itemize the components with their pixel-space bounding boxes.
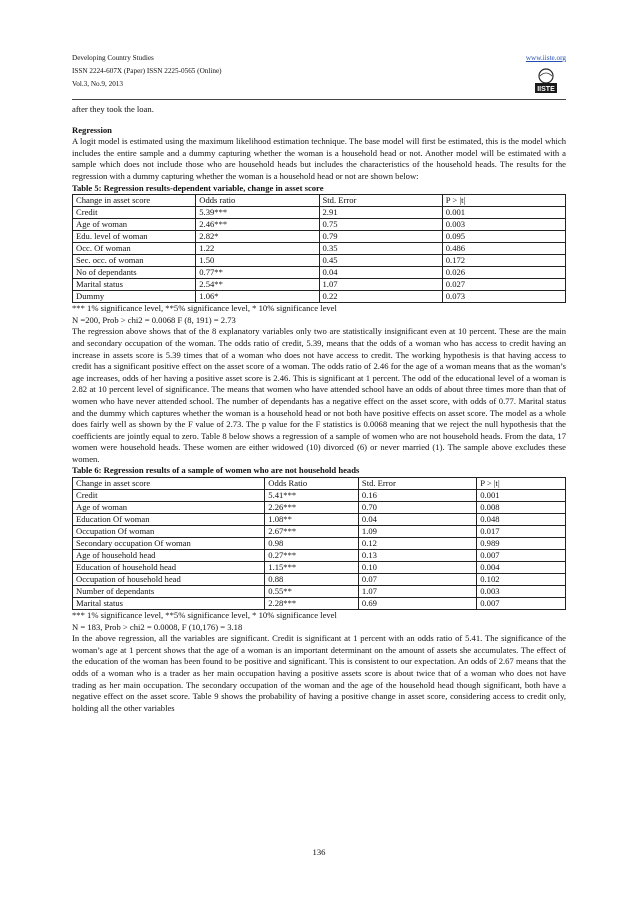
table-cell: 0.04 — [358, 514, 476, 526]
table-cell: 0.04 — [319, 267, 442, 279]
table-header-cell: Odds ratio — [196, 195, 319, 207]
table6-caption: Table 6: Regression results of a sample of women who are not household heads — [72, 465, 360, 476]
table-header-cell: Change in asset score — [73, 478, 265, 490]
table-row — [73, 502, 566, 514]
table-header-cell: P > |t| — [477, 478, 566, 490]
table-cell: 0.003 — [442, 219, 565, 231]
table-cell: 0.001 — [477, 490, 566, 502]
table-cell: 2.26*** — [265, 502, 359, 514]
table-cell: 0.008 — [477, 502, 566, 514]
table-cell: 1.50 — [196, 255, 319, 267]
table-header-cell: Std. Error — [358, 478, 476, 490]
table-cell: 0.88 — [265, 574, 359, 586]
table-cell: 1.07 — [358, 586, 476, 598]
table-cell: 0.16 — [358, 490, 476, 502]
table-header-cell: Odds Ratio — [265, 478, 359, 490]
table5-note-significance: *** 1% significance level, **5% significance level, * 10% significance level — [72, 303, 337, 314]
page-number: 136 — [312, 847, 326, 857]
table-cell: 0.073 — [442, 291, 565, 303]
table-cell: 0.004 — [477, 562, 566, 574]
table6-note-stats: N = 183, Prob > chi2 = 0.0008, F (10,176) = 3.18 — [72, 621, 243, 632]
table-cell: 0.07 — [358, 574, 476, 586]
table-cell: 0.007 — [477, 598, 566, 610]
regression-paragraph: A logit model is estimated using the maximum likelihood estimation technique. The base model will first be estimated, this is the model which includes the entire sample and a dummy capturing whether the woman is a household head or not. Another model will be estimated with a sample which does not include those who are household heads but includes the characteristics of the household heads. The results for the regression with a dummy capturing whether the woman is a household head or not are shown below: — [72, 136, 566, 181]
table-row — [73, 219, 566, 231]
table-row — [73, 231, 566, 243]
table-cell: 1.08** — [265, 514, 359, 526]
journal-issn: ISSN 2224-607X (Paper) ISSN 2225-0565 (Online) — [72, 67, 222, 75]
intro-fragment: after they took the loan. — [72, 104, 154, 114]
journal-url-link[interactable]: www.iiste.org — [525, 54, 566, 62]
table-row — [73, 243, 566, 255]
page-header — [72, 52, 566, 100]
table-cell: Age of woman — [73, 219, 196, 231]
table-row — [73, 490, 566, 502]
table-row — [73, 574, 566, 586]
table-cell: 0.77** — [196, 267, 319, 279]
table-cell: 0.007 — [477, 550, 566, 562]
table-cell: 0.026 — [442, 267, 565, 279]
table-row — [73, 538, 566, 550]
table-cell: Marital status — [73, 279, 196, 291]
table-row — [73, 586, 566, 598]
table-cell: 0.001 — [442, 207, 565, 219]
table-cell: 0.486 — [442, 243, 565, 255]
table-cell: 0.98 — [265, 538, 359, 550]
discussion-paragraph-1: The regression above shows that of the 8 explanatory variables only two are statistically insignificant even at 10 percent. These are the main and secondary occupation of the woman. The odds ratio of credit, 5.39, means that the odds of a woman who has access to credit having an increase in assets score is 5.39 times that of a woman who does not have access to credit. The working hypothesis is that having access to credit has a significant positive effect on the asset score of a woman. The odds ratio of 2.46 for the age of a woman means that as the woman’s age increases, odds of her having a positive asset score is 2.46. This is significant at 1 percent. The odd of the educational level of a woman is 2.82 at 10 percent level of significance. The means that women who have attended school have an odds of about three times more than that of women who have never attended school. The number of dependants has a negative effect on the asset score, with odds of 0.77. Marital status and the dummy which captures whether the woman is a household head or not both have positive effects on asset score. The model as a whole does fairly well as shown by the F value of 2.73. The p value for the F statistics is 0.0068 meaning that we reject the null hypothesis that the coefficients are jointly equal to zero. Table 8 below shows a regression of a sample of women who are not household heads. From the data, 17 women were household heads. These women are either widowed (10) divorced (6) or never married (1). The sample above excludes these women. — [72, 326, 566, 464]
table-cell: Education of household head — [73, 562, 265, 574]
table-cell: 0.70 — [358, 502, 476, 514]
table-row — [73, 526, 566, 538]
table-cell: 5.41*** — [265, 490, 359, 502]
table-cell: 0.27*** — [265, 550, 359, 562]
page-body — [72, 104, 566, 714]
table-cell: 0.13 — [358, 550, 476, 562]
table-row — [73, 598, 566, 610]
table-cell: 0.79 — [319, 231, 442, 243]
table-cell: 0.027 — [442, 279, 565, 291]
table-cell: Credit — [73, 490, 265, 502]
table5-note-stats: N =200, Prob > chi2 = 0.0068 F (8, 191) = 2.73 — [72, 314, 236, 325]
table-header-cell: Std. Error — [319, 195, 442, 207]
table-cell: 5.39*** — [196, 207, 319, 219]
table-cell: 2.67*** — [265, 526, 359, 538]
header-rule — [72, 99, 566, 100]
table-cell: 2.28*** — [265, 598, 359, 610]
table-cell: Age of woman — [73, 502, 265, 514]
table-header-cell: P > |t| — [442, 195, 565, 207]
table-cell: 1.06* — [196, 291, 319, 303]
section-heading-regression: Regression — [72, 124, 112, 135]
table-cell: 0.35 — [319, 243, 442, 255]
table-cell: Number of dependants — [73, 586, 265, 598]
discussion-paragraph-2: In the above regression, all the variables are significant. Credit is significant at 1 percent with an odds ratio of 5.41. The significance of the woman’s age at 1 percent shows that the age of a woman is an important determinant on the amount of assets she accumulates. The effect of the education of the woman has been found to be positive and significant. This is consistent to our expectation. An odds of 2.67 means that the odds of a woman who is a trader as her main occupation having a positive assets score is about twice that of a woman who does not have trading as her main occupation. The secondary occupation of the woman and the age of the household head though significant, both have a negative effect on the asset score. Table 9 shows the probability of having a positive change in asset score, considering access to credit only, holding all the other variables — [72, 633, 566, 713]
table6 — [72, 477, 566, 610]
table-cell: Occupation of household head — [73, 574, 265, 586]
table-cell: 1.09 — [358, 526, 476, 538]
table-row — [73, 514, 566, 526]
iiste-logo — [532, 66, 560, 94]
table-cell: 0.12 — [358, 538, 476, 550]
table-cell: 0.048 — [477, 514, 566, 526]
table-cell: 0.017 — [477, 526, 566, 538]
table-cell: 0.102 — [477, 574, 566, 586]
table-cell: 1.15*** — [265, 562, 359, 574]
journal-name: Developing Country Studies — [72, 54, 154, 62]
table-cell: Dummy — [73, 291, 196, 303]
table-row — [73, 562, 566, 574]
table-cell: 0.69 — [358, 598, 476, 610]
table-row — [73, 279, 566, 291]
table-cell: Edu. level of woman — [73, 231, 196, 243]
table-cell: Occ. Of woman — [73, 243, 196, 255]
table-cell: 0.22 — [319, 291, 442, 303]
table-cell: 0.003 — [477, 586, 566, 598]
journal-volume: Vol.3, No.9, 2013 — [72, 80, 123, 88]
table-header-cell: Change in asset score — [73, 195, 196, 207]
table-cell: 2.82* — [196, 231, 319, 243]
table-cell: Education Of woman — [73, 514, 265, 526]
table-cell: 0.55** — [265, 586, 359, 598]
table-row — [73, 207, 566, 219]
table5 — [72, 194, 566, 303]
table-cell: Credit — [73, 207, 196, 219]
table-cell: 0.989 — [477, 538, 566, 550]
table-cell: 0.75 — [319, 219, 442, 231]
table-row — [73, 255, 566, 267]
table-cell: No of dependants — [73, 267, 196, 279]
journal-info — [72, 52, 222, 91]
table-cell: Sec. occ. of woman — [73, 255, 196, 267]
table-cell: 0.45 — [319, 255, 442, 267]
logo-text: IISTE — [537, 86, 555, 93]
table-cell: Age of household head — [73, 550, 265, 562]
table-cell: 2.91 — [319, 207, 442, 219]
table-cell: 0.10 — [358, 562, 476, 574]
table-cell: 2.46*** — [196, 219, 319, 231]
table-row — [73, 267, 566, 279]
table-cell: Marital status — [73, 598, 265, 610]
table-cell: Occupation Of woman — [73, 526, 265, 538]
table-cell: Secondary occupation Of woman — [73, 538, 265, 550]
table-cell: 0.172 — [442, 255, 565, 267]
table-cell: 1.07 — [319, 279, 442, 291]
table6-note-significance: *** 1% significance level, **5% significance level, * 10% significance level — [72, 610, 337, 621]
table-header-row — [73, 195, 566, 207]
table-cell: 0.095 — [442, 231, 565, 243]
table-header-row — [73, 478, 566, 490]
table-cell: 2.54** — [196, 279, 319, 291]
table-row — [73, 550, 566, 562]
table-cell: 1.22 — [196, 243, 319, 255]
table-row — [73, 291, 566, 303]
table5-caption: Table 5: Regression results-dependent variable, change in asset score — [72, 182, 324, 193]
